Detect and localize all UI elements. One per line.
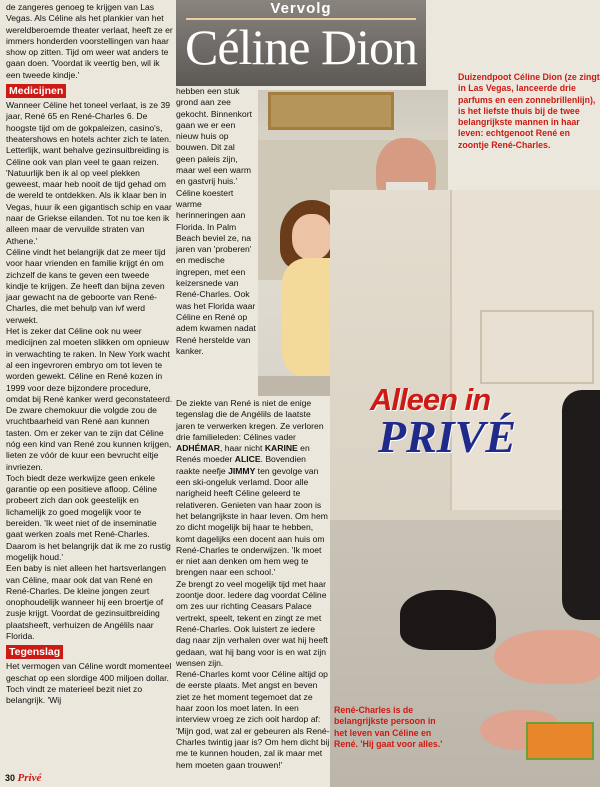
overlay-headline-line2: PRIVÉ (378, 411, 517, 462)
name-highlight: KARINE (264, 443, 298, 454)
bare-foot (494, 630, 600, 684)
subheading-tegenslag: Tegenslag (6, 645, 63, 659)
photo-caption-top: Duizendpoot Céline Dion (ze zingt in Las Vegas, lanceerde drie parfums en een zonnebrillenlijn), is het liefste thuis bij de twee belangrijkste mannen in haar leven: echtgenoot René en zoontje René-Charles. (458, 72, 600, 150)
photo-caption-bottom: René-Charles is de belangrijkste persoon in het leven van Céline en René. 'Hij gaat voor alles.' (334, 705, 443, 749)
article-paragraph: hebben een stuk grond aan zee gekocht. Binnenkort gaan we er een nieuw huis op bouwen. Dit zal geen paleis zijn, maar wel een warm en gastvrij huis.' (176, 86, 252, 187)
article-column-left (6, 2, 174, 707)
picture-frame (268, 92, 394, 130)
name-highlight: ADHÉMAR (176, 443, 220, 454)
article-paragraph: René-Charles komt voor Céline altijd op de eerste plaats. Met angst en beven ziet ze het moment tegemoet dat ze haar zoon los moet laten. In een interview vroeg ze zich ooit hardop af: 'Mijn god, wat zal er gebeuren als René-Charles twintig jaar is? Om hem dicht bij me te kunnen houden, zal ik maar met hem moeten gaan trouwen!' (176, 669, 330, 770)
subheading-medicijnen: Medicijnen (6, 84, 66, 98)
article-paragraph: De ziekte van René is niet de enige tegenslag die de Angélils de laatste jaren te verwerken kregen. Ze verloren drie familieleden: Célines vader ADHÉMAR, haar nicht KARINE en Renés moeder ALICE. Bovendien raakte neefje JIMMY ten gevolge van een ski-ongeluk verlamd. Door alle narigheid heeft Céline geleerd te relativeren. Genieten van haar zoon is het belangrijkste in haar leven. Om hem zo dicht mogelijk bij haar te hebben, komt dagelijks een docent aan huis om René-Charles te onderwijzen. 'Ik moet er niet aan denken om hem weg te brengen naar een school.' (176, 398, 328, 578)
article-paragraph: Céline koestert warme herinneringen aan Florida. In Palm Beach beviel ze, na jaren van 'proberen' en medische ingrepen, met een keizersnede van René-Charles. Ook was het Florida waar Céline en René op adem kwamen nadat René herstelde van kanker. (176, 187, 256, 356)
article-paragraph: Ze brengt zo veel mogelijk tijd met haar zoontje door. Iedere dag voordat Céline om zes uur richting Ceasars Palace vertrekt, speelt, tekent en zingt ze met René-Charles. Ook luistert ze iedere dag naar zijn verhalen over wat hij heeft gedaan, wat hij bang voor is en wat zijn wensen zijn. (176, 578, 328, 668)
page-footer (5, 772, 41, 784)
article-column-middle-lower (176, 398, 330, 771)
article-paragraph: Het vermogen van Céline wordt momenteel geschat op een slordige 400 miljoen dollar. Toch vindt ze materieel bezit niet zo belangrijk. 'Wij (6, 661, 172, 706)
article-paragraph: Céline vindt het belangrijk dat ze meer tijd voor haar vrienden en familie krijgt én om zichzelf de kans te geven een tweede kindje te krijgen. Ze heeft dan bijna zeven jaar gewacht na de geboorte van René-Charles, die met behulp van ivf werd verwekt. (6, 246, 166, 325)
black-shoe (400, 590, 496, 650)
trouser-leg (562, 390, 600, 620)
article-paragraph: Een baby is niet alleen het hartsverlangen van Céline, maar ook dat van René en René-Charles. De kleine jongen zeurt onophoudelijk wanneer hij een broertje of zusje krijgt. Voordat de gezinsuitbreiding plaatsheeft, verhuizen de Angélils naar Florida. (6, 563, 167, 642)
article-paragraph: Wanneer Céline het toneel verlaat, is ze 39 jaar, René 65 en René-Charles 6. De hoogste tijd om de gokpaleizen, casino's, theatershows en hotels achter zich te laten. Letterlijk, want behalve gezinsuitbreiding is Céline ook van plan veel te gaan reizen. 'Natuurlijk ben ik al op veel plekken geweest, maar heb nooit de tijd gehad om de wereld te ontdekken. Als ik klaar ben in Vegas, huur ik een gigantisch schip en vaar naar de Griekse eilanden. Tot nu toe ken ik alleen maar de vervuilde straten van Athene.' (6, 100, 172, 246)
name-highlight: ALICE (234, 454, 261, 465)
name-highlight: JIMMY (228, 465, 256, 476)
toy-box (526, 722, 594, 760)
article-paragraph: Toch biedt deze werkwijze geen enkele garantie op een positieve afloop. Céline probeert zich dan ook geestelijk en lichamelijk zo goed mogelijk voor te bereiden. 'Ik weet niet of de inseminatie gaat werken zoals met René-Charles. Daarom is het belangrijk dat ik me zo rustig mogelijk houd.' (6, 472, 171, 562)
article-paragraph: de zangeres genoeg te krijgen van Las Vegas. Als Céline als het plankier van het wereldberoemde theater verlaat, heeft ze er immers honderden voorstellingen van haar show op zitten. Tijd om weer wat anders te gaan doen. 'Voordat ik veertig ben, wil ik een tweede kindje.' (6, 2, 173, 80)
title-banner (176, 0, 426, 86)
child-face (292, 214, 332, 260)
magazine-logo: Privé (17, 772, 42, 784)
article-column-middle (176, 86, 256, 357)
article-paragraph: Het is zeker dat Céline ook nu weer medicijnen zal moeten slikken om opnieuw in verwachting te raken. In New York wacht al een ingevroren embryo om tot leven te worden gewekt. Céline en René kozen in 1999 voor deze bijzondere procedure, omdat bij René kanker werd geconstateerd. De zware chemokuur die volgde zou de vruchtbaarheid van René aan kunnen tasten. Om er zeker van te zijn dat Céline nóg een kind van René zou kunnen krijgen, lieten ze vóór de kuur een bevrucht eitje invriezen. (6, 326, 173, 472)
page-number: 30 (5, 773, 16, 783)
overlay-headline-line1: Alleen in (370, 382, 491, 417)
feet-photo (330, 190, 600, 787)
kicker-label: Vervolg (270, 0, 332, 17)
page-title: Céline Dion (184, 19, 418, 75)
